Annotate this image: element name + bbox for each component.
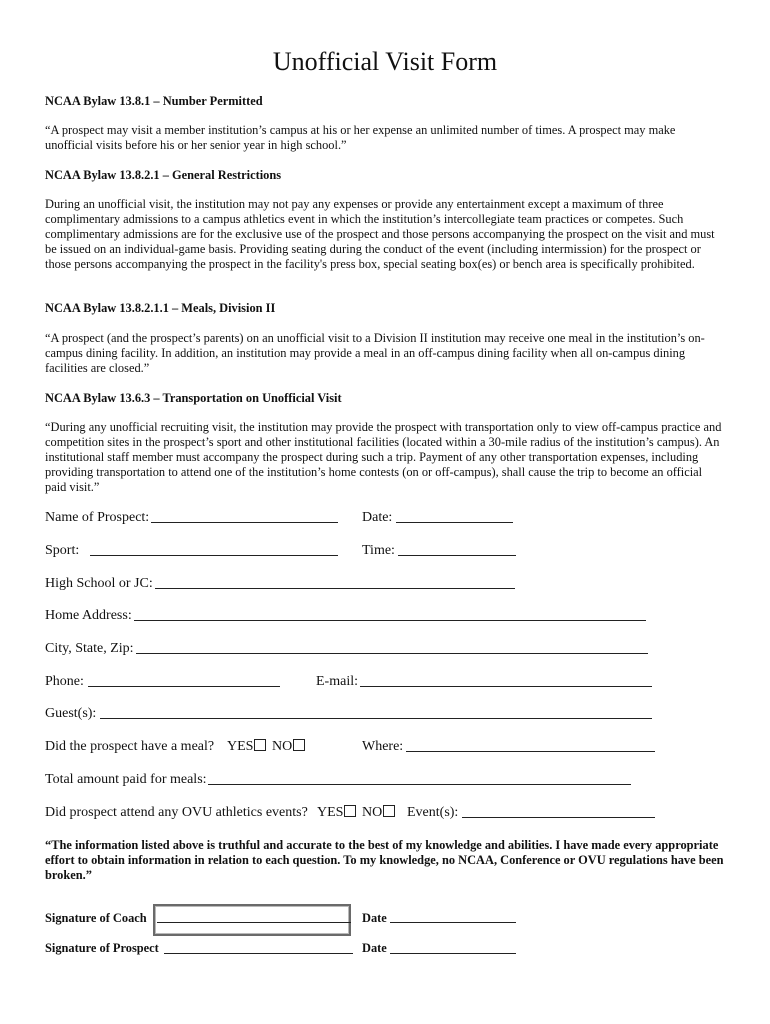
events-label: Event(s): bbox=[407, 805, 459, 820]
city-state-zip-field[interactable] bbox=[136, 653, 648, 654]
meal-yes-option bbox=[227, 738, 266, 756]
prospect-signature-label: Signature of Prospect bbox=[45, 941, 159, 955]
meal-no-checkbox[interactable] bbox=[293, 739, 305, 751]
coach-date-label: Date bbox=[362, 911, 387, 925]
athletics-question-label: Did prospect attend any OVU athletics events? bbox=[45, 805, 308, 820]
date-field[interactable] bbox=[396, 522, 513, 523]
section-text-transportation: “During any unofficial recruiting visit, the institution may provide the prospect with transportation only to view off-campus practice and competition sites in the prospect’s sport and other institutional facilities (located within a 30-mile radius of the institution’s campus). An institutional staff member must accompany the prospect during such a trip. Payment of any other transportation expenses, including providing transportation to attend one of the institution’s home contests (on or off-campus), shall cause the trip to become an official paid visit.” bbox=[45, 420, 722, 494]
form-title: Unofficial Visit Form bbox=[272, 47, 498, 76]
time-field[interactable] bbox=[398, 555, 516, 556]
date-label: Date: bbox=[362, 510, 393, 525]
events-field[interactable] bbox=[462, 817, 655, 818]
section-text-meals: “A prospect (and the prospect’s parents) on an unofficial visit to a Division II institution may receive one meal in the institution’s on-campus dining facility. In addition, an institution may provide a meal in an off-campus dining facility when all on-campus dining facilities are closed.” bbox=[45, 331, 705, 375]
name-of-prospect-field[interactable] bbox=[151, 522, 338, 523]
time-label: Time: bbox=[362, 543, 395, 558]
meal-question-label: Did the prospect have a meal? bbox=[45, 739, 215, 754]
meal-no-option bbox=[272, 738, 305, 756]
prospect-date-field[interactable] bbox=[390, 953, 516, 954]
name-of-prospect-label: Name of Prospect: bbox=[45, 510, 150, 525]
coach-signature-line bbox=[157, 922, 351, 923]
sport-field[interactable] bbox=[90, 555, 338, 556]
meal-yes-checkbox[interactable] bbox=[254, 739, 266, 751]
events-yes-option bbox=[317, 804, 356, 822]
coach-signature-label: Signature of Coach bbox=[45, 911, 147, 925]
coach-date-field[interactable] bbox=[390, 922, 516, 923]
city-state-zip-label: City, State, Zip: bbox=[45, 641, 134, 656]
phone-label: Phone: bbox=[45, 674, 84, 689]
meal-yes-label: YES bbox=[227, 739, 254, 754]
phone-field[interactable] bbox=[88, 686, 280, 687]
total-paid-field[interactable] bbox=[208, 784, 631, 785]
meal-no-label: NO bbox=[272, 739, 293, 754]
section-heading-number-permitted: NCAA Bylaw 13.8.1 – Number Permitted bbox=[45, 94, 263, 108]
section-heading-meals: NCAA Bylaw 13.8.2.1.1 – Meals, Division II bbox=[45, 301, 276, 315]
section-heading-transportation: NCAA Bylaw 13.6.3 – Transportation on Unofficial Visit bbox=[45, 391, 342, 405]
events-yes-label: YES bbox=[317, 805, 344, 820]
where-label: Where: bbox=[362, 739, 404, 754]
home-address-field[interactable] bbox=[134, 620, 646, 621]
section-text-general-restrictions: During an unofficial visit, the institution may not pay any expenses or provide any entertainment except a maximum of three complimentary admissions to a campus athletics event in which the institution’s intercollegiate team practices or competes. Such complimentary admissions are for the exclusive use of the prospect and those persons accompanying the prospect on the visit and must be issued on an individual-game basis. Providing seating during the conduct of the event (including intermission) for the prospect or those persons accompanying the prospect in the facility's press box, special seating box(es) or bench area is specifically prohibited. bbox=[45, 197, 715, 271]
email-label: E-mail: bbox=[316, 674, 358, 689]
high-school-label: High School or JC: bbox=[45, 576, 153, 591]
guests-label: Guest(s): bbox=[45, 706, 97, 721]
guests-field[interactable] bbox=[100, 718, 652, 719]
sport-label: Sport: bbox=[45, 543, 80, 558]
coach-signature-box[interactable] bbox=[153, 904, 351, 936]
prospect-date-label: Date bbox=[362, 941, 387, 955]
total-paid-label: Total amount paid for meals: bbox=[45, 772, 207, 787]
events-yes-checkbox[interactable] bbox=[344, 805, 356, 817]
email-field[interactable] bbox=[360, 686, 652, 687]
certification-statement: “The information listed above is truthful and accurate to the best of my knowledge and abilities. I have made every appropriate effort to obtain information in relation to each question. To my knowledge, no NCAA, Conference or OVU regulations have been broken.” bbox=[45, 838, 724, 882]
prospect-signature-field[interactable] bbox=[164, 953, 353, 954]
section-text-number-permitted: “A prospect may visit a member institution’s campus at his or her expense an unlimited number of times. A prospect may make unofficial visits before his or her senior year in high school.” bbox=[45, 123, 676, 152]
where-field[interactable] bbox=[406, 751, 655, 752]
high-school-field[interactable] bbox=[155, 588, 515, 589]
events-no-label: NO bbox=[362, 805, 383, 820]
events-no-checkbox[interactable] bbox=[383, 805, 395, 817]
section-heading-general-restrictions: NCAA Bylaw 13.8.2.1 – General Restrictions bbox=[45, 168, 282, 182]
events-no-option bbox=[362, 804, 395, 822]
home-address-label: Home Address: bbox=[45, 608, 132, 623]
